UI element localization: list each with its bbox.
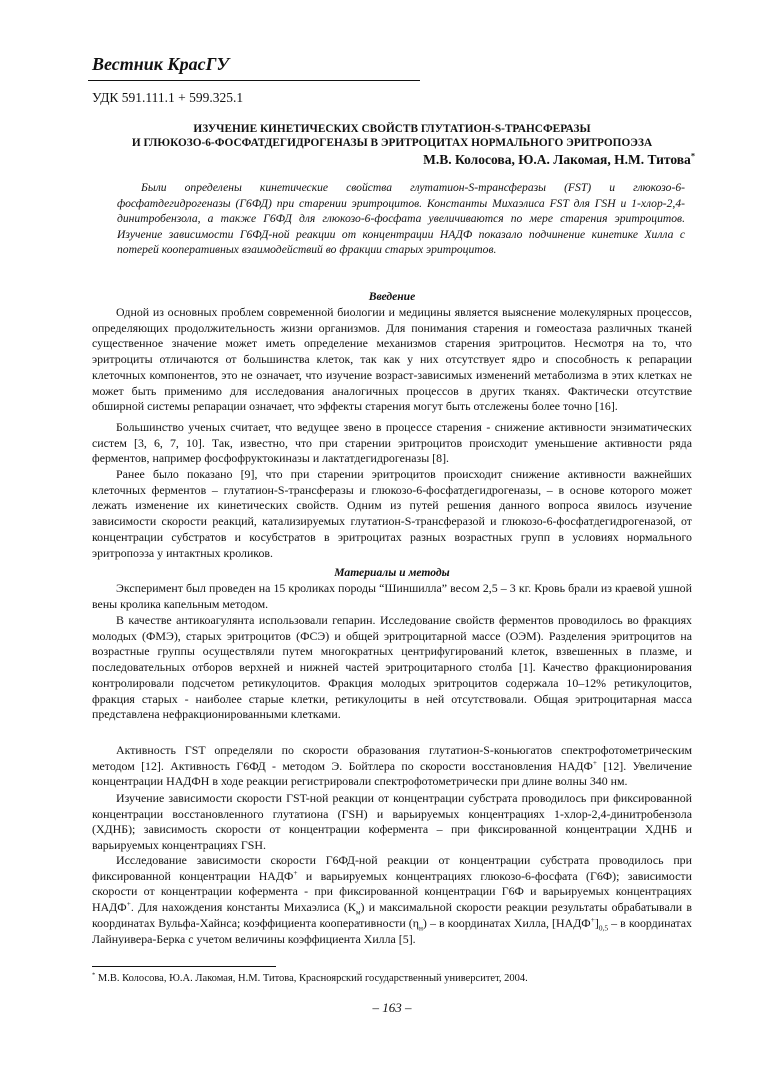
footnote-rule (92, 966, 276, 967)
author-footnote-marker: * (690, 151, 695, 161)
page-number: – 163 – (372, 1000, 412, 1015)
half-subscript: 0,5 (598, 923, 609, 933)
journal-title: Вестник КрасГУ (92, 54, 229, 74)
title-line-2: И ГЛЮКОЗО-6-ФОСФАТДЕГИДРОГЕНАЗЫ В ЭРИТРОЦИТАХ НОРМАЛЬНОГО ЭРИТРОПОЭЗА (131, 137, 653, 149)
methods-p5-text-f: ] (594, 915, 599, 930)
udk-code: УДК 591.111.1 + 599.325.1 (92, 90, 244, 105)
nadp-plus-sup: + (590, 914, 595, 924)
methods-p3-text-a: Активность ГST определяли по скорости образования глутатион-S-коньюгатов спектрофотометрическим методом [12]. Активность Г6ФД - методом Э. Бойтлера по скорости восстановления НАДФ (92, 743, 692, 773)
methods-p5-text-d: ) и максимальной скорости реакции результаты обрабатывали в координатах Вульфа-Хайнса; коэффициента кооперативности (η (92, 900, 692, 930)
methods-p5-text-c: . Для нахождения константы Михаэлиса (К (130, 900, 356, 915)
title-line-1: ИЗУЧЕНИЕ КИНЕТИЧЕСКИХ СВОЙСТВ ГЛУТАТИОН-S-ТРАНСФЕРАЗЫ (193, 123, 591, 135)
article-title (92, 122, 692, 150)
authors (360, 152, 695, 168)
methods-p3-text-b: [12]. Увеличение концентрации НАДФН в ходе реакции регистрировали спектрофотометрически при длине волны 340 нм. (92, 758, 692, 789)
header-rule (88, 80, 420, 81)
intro-paragraph-1: Одной из основных проблем современной биологии и медицины является выяснение молекулярных процессов, определяющих продолжительность жизни организмов. Для понимания старения и гомеостаза различных тканей существенное значение может иметь определение механизмов старения эритроцитов. Несмотря на то, что эритроциты отличаются от большинства клеток, так как у них отсутствует ядро и способность к репарации клеточных компонентов, это не означает, что изучение возраст-зависимых изменений метаболизма в этих клетках не может быть применимо для исследования аналогичных процессов в других тканях. Фактически отсутствие обширной системы репарации означает, что эффекты старения могут быть отслежены более точно [16]. (92, 305, 692, 414)
intro-paragraph-3: Ранее было показано [9], что при старении эритроцитов происходит снижение активности важнейших клеточных ферментов – глутатион-S-трансферазы и глюкозо-6-фосфатдегидрогеназы, – в основе которого может лежать изменение их кинетических свойств. Одним из путей решения данного вопроса явилось изучение зависимости скорости реакций, катализируемых глутатион-S-трансферазой и глюкозо-6-фосфатдегидрогеназой, от концентрации субстратов и косубстратов в эритроцитах разных возрастных групп в условиях нормального эритропоэза у интактных кроликов. (92, 467, 692, 560)
methods-paragraph-5 (92, 853, 692, 947)
methods-p5-text-e: ) – в координатах Хилла, [НАДФ (422, 915, 591, 930)
intro-paragraph-2: Большинство ученых считает, что ведущее звено в процессе старения - снижение активности энзиматических систем [3, 6, 7, 10]. Так, известно, что при старении эритроцитов происходит уменьшение активности ряда ферментов, например фосфофруктокиназы и лактатдегидрогеназы [8]. (92, 420, 692, 466)
methods-paragraph-4: Изучение зависимости скорости ГST-ной реакции от концентрации субстрата проводилось при фиксированной концентрации восстановленного глутатиона (ГSН) и варьируемых концентрациях 1-хлор-2,4-динитробензола (ХДНБ); зависимость скорости от концентрации кофермента – при фиксированной концентрации ХДНБ и варьируемых концентрациях ГSН. (92, 791, 692, 853)
methods-paragraph-2: В качестве антикоагулянта использовали гепарин. Исследование свойств ферментов проводилось во фракциях молодых (ФМЭ), старых эритроцитов (ФСЭ) и общей эритроцитарной массе (ОЭМ). Разделения эритроцитов на возрастные группы осуществляли путем многократных центрифугирований клеток, взвешенных в плазме, и последовательных отборов верхней и нижней частей эритроцитарного столба [1]. Качество фракционирования контролировали подсчетом ретикулоцитов. Фракция молодых эритроцитов содержала 10–12% ретикулоцитов, фракция старых - наиболее старые клетки, ретикулоциты в ней отсутствовали. Общая эритроцитарная масса представлена нефракционированными клетками. (92, 613, 692, 722)
intro-heading: Введение (368, 290, 416, 303)
methods-p5-text-g: – в координатах Лайнуивера-Берка с учетом величины коэффициента Хилла [5]. (92, 915, 692, 946)
methods-p5-text-a: Исследование зависимости скорости Г6ФД-ной реакции от концентрации субстрата проводилось при фиксированной концентрации НАДФ (92, 853, 692, 883)
nadp-plus-sup: + (293, 867, 298, 877)
methods-paragraph-3 (92, 743, 692, 790)
footnote-text: М.В. Колосова, Ю.А. Лакомая, Н.М. Титова, Красноярский государственный университет, 2004. (95, 973, 528, 984)
footnote (92, 973, 692, 984)
eta-h-subscript: н (418, 923, 423, 933)
methods-p5-text-b: и варьируемых концентрациях глюкозо-6-фосфата (Г6Ф); зависимости скорости от концентрации кофермента - при фиксированной концентрации Г6Ф и варьируемых концентрациях НАДФ (92, 868, 692, 915)
km-subscript: м (355, 907, 361, 917)
nadp-plus-sup: + (592, 757, 598, 767)
nadp-plus-sup: + (126, 899, 131, 909)
footnote-marker: * (92, 971, 96, 979)
methods-paragraph-1: Эксперимент был проведен на 15 кроликах породы “Шиншилла” весом 2,5 – 3 кг. Кровь брали из краевой ушной вены кролика капельным методом. (92, 581, 692, 611)
methods-heading: Материалы и методы (334, 566, 450, 579)
abstract: Были определены кинетические свойства глутатион-S-трансферазы (FST) и глюкозо-6-фосфатдегидрогеназы (Г6ФД) при старении эритроцитов. Константы Михаэлиса FST для ГSН и 1-хлор-2,4-динитробензола, а также Г6ФД для глюкозо-6-фосфата увеличиваются по мере старения эритроцитов. Изучение зависимости Г6ФД-ной реакции от концентрации НАДФ показало подчинение кинетике Хилла с потерей кооперативных взаимодействий во фракции старых эритроцитов. (117, 181, 685, 256)
author-names: М.В. Колосова, Ю.А. Лакомая, Н.М. Титова (423, 152, 691, 167)
